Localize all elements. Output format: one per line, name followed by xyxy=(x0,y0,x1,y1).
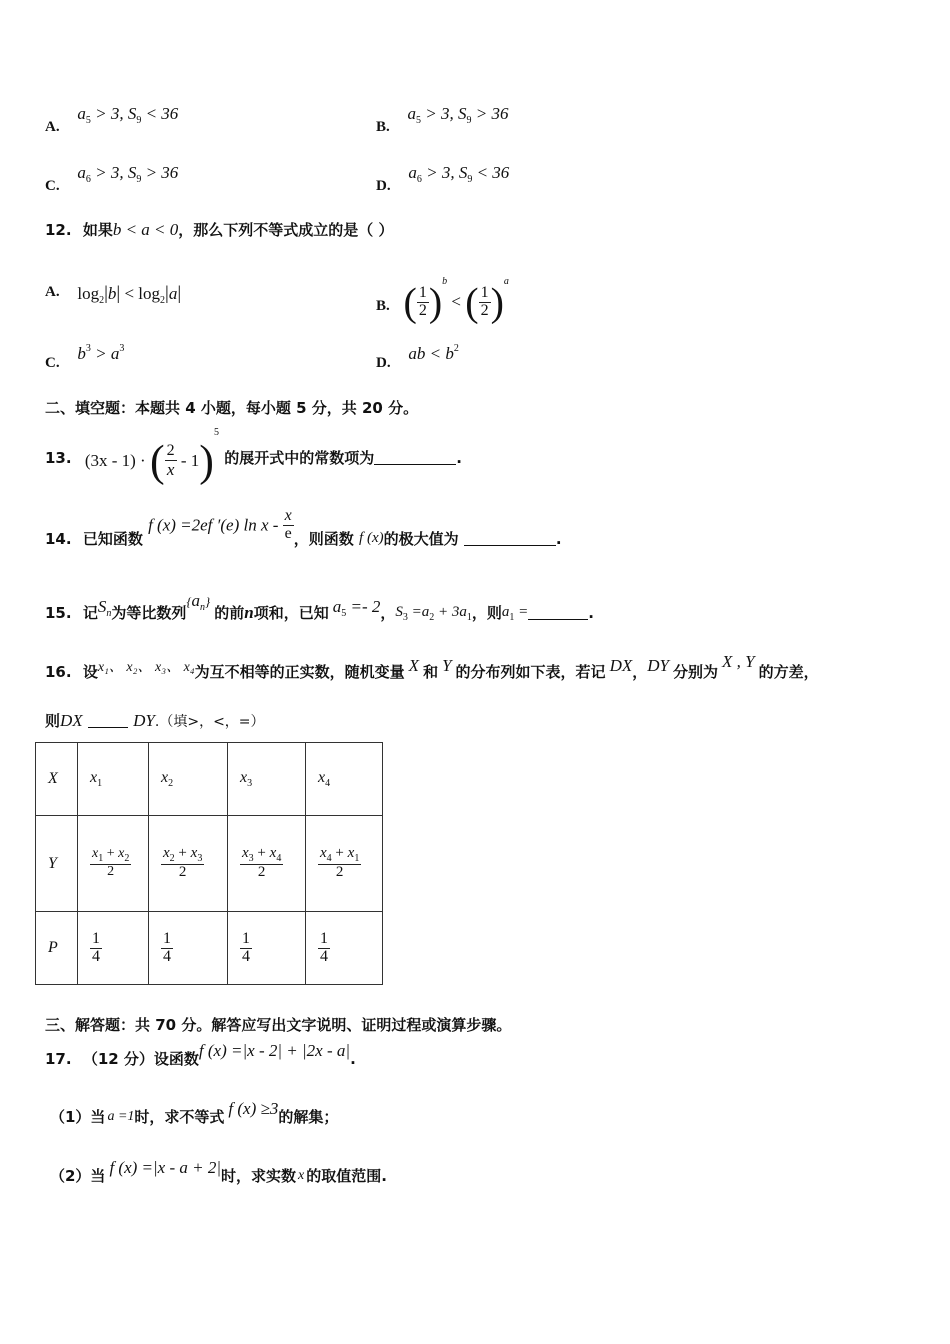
question-number: 17. xyxy=(45,1050,72,1068)
q11-option-b[interactable]: B. $a_5 > 3$, $S_9 > 36$ xyxy=(376,104,509,135)
q12-option-b-expr: ( $\frac{1}{2}$ )$^b$ < ( $\frac{1}{2}$ )$^a$ xyxy=(403,276,509,325)
q11-option-c[interactable]: C. $a_6 > 3$, $S_9 > 36$ xyxy=(45,163,179,194)
q13-answer-blank[interactable] xyxy=(374,450,456,465)
q17-part1: （1）当 a =1时，求不等式 f (x) ≥3的解集； xyxy=(50,1099,339,1126)
table-cell: $\frac{1}{4}$ xyxy=(306,912,383,985)
q17-stem: 17. （12 分）设函数f (x) =|x - 2| + |2x - a|. xyxy=(45,1041,356,1068)
q11-option-a[interactable]: A. $a_5 > 3$, $S_9 < 36$ xyxy=(45,104,179,135)
table-row xyxy=(36,743,383,816)
q16-variables: x₁、 x₂、 x₃、 x₄ xyxy=(97,660,195,675)
q12-option-b[interactable]: B. ( $\frac{1}{2}$ )$^b$ < ( $\frac{1}{2}$ )$^a$ xyxy=(376,276,509,325)
q16-line1: 16. 设x₁、 x₂、 x₃、 x₄为互不相等的正实数，随机变量 X 和 Y 的分布列如下表，若记 DX，DY 分别为X , Y的方差， xyxy=(45,652,819,681)
table-cell: $\frac{1}{4}$ xyxy=(149,912,228,985)
q17-condition: f (x) =|x - a + 2| xyxy=(109,1158,222,1177)
table-cell: $\frac{x_3 + x_4}{2}$ xyxy=(228,816,306,912)
q11-option-c-expr: $a_6 > 3$, $S_9 > 36$ xyxy=(77,163,179,185)
q15-sn: $S_n$ xyxy=(97,597,112,619)
q17-function: f (x) =|x - 2| + |2x - a| xyxy=(198,1041,351,1060)
q11-option-b-expr: $a_5 > 3$, $S_9 > 36$ xyxy=(407,104,509,126)
q14-function: f (x) =2ef ′(e) ln x - $\frac{x}{e}$ xyxy=(148,507,292,542)
row-label-x: X xyxy=(36,743,78,816)
q13: 13. (3x - 1) · ( $\frac{2}{x}$ - 1)$^5$ 的展开式中的常数项为 . xyxy=(45,427,462,486)
q14: 14. 已知函数 f (x) =2ef ′(e) ln x - $\frac{x}{e}$ ，则函数 f (x)的极大值为 . xyxy=(45,507,562,548)
q12-option-c[interactable]: C. $b^3 > a^3$ xyxy=(45,343,125,371)
q15: 15. 记$S_n$为等比数列$\{a_n\}$的前n项和，已知 $a_5 =- 2$，$S_3 =a_2 + 3a_1$，则$a_1$ = . xyxy=(45,591,594,623)
table-row xyxy=(36,816,383,912)
q12-option-d-expr: ab < $b^2$ xyxy=(408,343,459,363)
q13-expression: (3x - 1) · ( $\frac{2}{x}$ - 1)$^5$ xyxy=(84,427,219,486)
q12-option-d[interactable]: D. ab < $b^2$ xyxy=(376,343,459,371)
table-cell: $x_4$ xyxy=(306,743,383,816)
q17-inequality: f (x) ≥3 xyxy=(228,1099,279,1118)
table-cell: $\frac{1}{4}$ xyxy=(78,912,149,985)
q12-stem: 12. 如果b < a < 0，那么下列不等式成立的是（ ） xyxy=(45,220,394,239)
row-label-y: Y xyxy=(36,816,78,912)
question-number: 15. xyxy=(45,604,72,622)
q12-option-a-expr: $\log_2|b| < \log_2|a|$ xyxy=(77,283,182,306)
table-cell: $\frac{x_2 + x_3}{2}$ xyxy=(149,816,228,912)
q15-s3: $S_3 =a_2 + 3a_1$ xyxy=(395,604,472,623)
distribution-table xyxy=(35,742,383,985)
table-cell: $\frac{x_4 + x_1}{2}$ xyxy=(306,816,383,912)
table-cell: $x_3$ xyxy=(228,743,306,816)
table-cell: $x_1$ xyxy=(78,743,149,816)
q14-answer-blank[interactable] xyxy=(464,531,556,546)
q12-condition: b < a < 0 xyxy=(112,220,179,239)
table-cell: $\frac{1}{4}$ xyxy=(228,912,306,985)
q11-option-d[interactable]: D. $a_6 > 3$, $S_9 < 36$ xyxy=(376,163,510,194)
q11-option-d-expr: $a_6 > 3$, $S_9 < 36$ xyxy=(408,163,510,185)
table-cell: $\frac{x_1 + x_2}{2}$ xyxy=(78,816,149,912)
q12-option-a[interactable]: A. $\log_2|b| < \log_2|a|$ xyxy=(45,283,182,306)
q11-option-a-expr: $a_5 > 3$, $S_9 < 36$ xyxy=(77,104,179,126)
q17-part2: （2）当 f (x) =|x - a + 2|时，求实数 x 的取值范围. xyxy=(50,1158,387,1185)
q16-line2: 则DX DY.（填>，<，=） xyxy=(45,711,265,730)
q15-a5: $a_5 =- 2$ xyxy=(332,597,381,619)
q15-sequence: $\{a_n\}$ xyxy=(186,591,211,613)
q16-answer-blank[interactable] xyxy=(88,713,128,728)
q15-a1: $a_1$ = xyxy=(501,604,529,623)
section-3-heading: 三、解答题：共 70 分。解答应写出文字说明、证明过程或演算步骤。 xyxy=(45,1016,512,1034)
question-number: 13. xyxy=(45,449,72,467)
question-number: 12. xyxy=(45,221,72,239)
q12-option-c-expr: $b^3 > a^3$ xyxy=(77,343,125,363)
table-row xyxy=(36,912,383,985)
section-2-heading: 二、填空题：本题共 4 小题，每小题 5 分，共 20 分。 xyxy=(45,399,419,417)
question-number: 16. xyxy=(45,663,72,681)
q15-answer-blank[interactable] xyxy=(528,605,588,620)
question-number: 14. xyxy=(45,530,72,548)
row-label-p: P xyxy=(36,912,78,985)
table-cell: $x_2$ xyxy=(149,743,228,816)
